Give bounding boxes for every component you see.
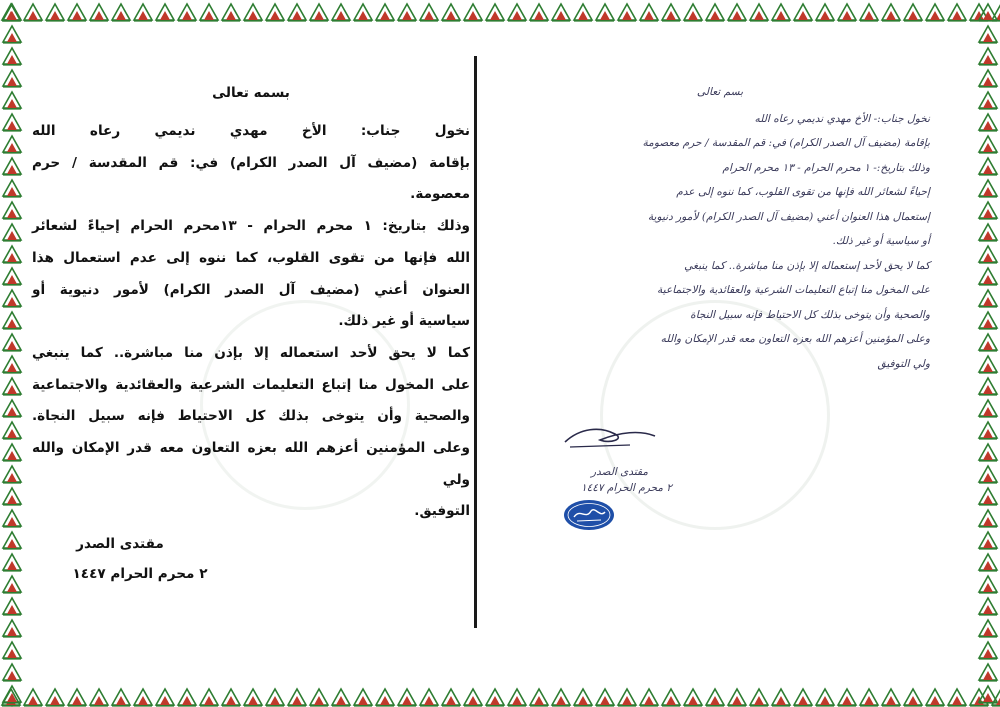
border-ornament-icon <box>528 0 550 22</box>
handwritten-signature-date: ٢ محرم الحرام ١٤٤٧ <box>580 482 672 494</box>
border-ornament-icon <box>0 528 24 550</box>
border-ornament-icon <box>726 685 748 707</box>
border-ornament-icon <box>242 685 264 707</box>
border-ornament-icon <box>976 638 1000 660</box>
border-ornament-icon <box>924 0 946 22</box>
border-ornament-icon <box>0 198 24 220</box>
decorative-border-right <box>976 0 1000 707</box>
handwritten-signature-scribble <box>560 420 660 450</box>
border-ornament-icon <box>976 0 1000 22</box>
border-ornament-icon <box>418 0 440 22</box>
signature-name: مقتدى الصدر <box>76 536 164 552</box>
border-ornament-icon <box>0 88 24 110</box>
border-ornament-icon <box>836 0 858 22</box>
border-ornament-icon <box>66 685 88 707</box>
border-ornament-icon <box>976 286 1000 308</box>
border-ornament-icon <box>814 0 836 22</box>
border-ornament-icon <box>976 506 1000 528</box>
letter-line: والصحية وأن يتوخى بذلك كل الاحتياط فإنه سبيل النجاة. <box>32 408 470 425</box>
border-ornament-icon <box>976 44 1000 66</box>
border-ornament-icon <box>946 685 968 707</box>
border-ornament-icon <box>176 685 198 707</box>
border-ornament-icon <box>572 0 594 22</box>
border-ornament-icon <box>396 0 418 22</box>
handwritten-line: والصحية وأن يتوخى بذلك كل الاحتياط فإنه سبيل النجاة <box>690 308 930 321</box>
border-ornament-icon <box>0 330 24 352</box>
border-ornament-icon <box>484 0 506 22</box>
letter-line: وعلى المؤمنين أعزهم الله بعزه التعاون معه قدر الإمكان والله ولي <box>32 440 470 488</box>
border-ornament-icon <box>0 396 24 418</box>
border-ornament-icon <box>976 660 1000 682</box>
border-ornament-icon <box>0 220 24 242</box>
letter-line: كما لا يحق لأحد استعماله إلا بإذن منا مباشرة.. كما ينبغي <box>32 344 470 361</box>
border-ornament-icon <box>0 682 24 704</box>
border-ornament-icon <box>0 176 24 198</box>
border-ornament-icon <box>0 308 24 330</box>
border-ornament-icon <box>976 374 1000 396</box>
border-ornament-icon <box>0 242 24 264</box>
border-ornament-icon <box>110 685 132 707</box>
border-ornament-icon <box>880 685 902 707</box>
border-ornament-icon <box>462 0 484 22</box>
border-ornament-icon <box>132 685 154 707</box>
border-ornament-icon <box>946 0 968 22</box>
border-ornament-icon <box>976 110 1000 132</box>
border-ornament-icon <box>704 0 726 22</box>
border-ornament-icon <box>66 0 88 22</box>
border-ornament-icon <box>198 685 220 707</box>
border-ornament-icon <box>616 685 638 707</box>
border-ornament-icon <box>814 685 836 707</box>
handwritten-line: بإقامة (مضيف آل الصدر الكرام) في: قم المقدسة / حرم معصومة <box>642 137 930 149</box>
border-ornament-icon <box>0 132 24 154</box>
border-ornament-icon <box>638 0 660 22</box>
border-ornament-icon <box>110 0 132 22</box>
handwritten-line: وعلى المؤمنين أعزهم الله بعزه التعاون معه قدر الإمكان والله <box>660 333 930 345</box>
handwritten-letter <box>510 80 930 376</box>
border-ornament-icon <box>0 594 24 616</box>
border-ornament-icon <box>528 685 550 707</box>
border-ornament-icon <box>330 0 352 22</box>
border-ornament-icon <box>976 550 1000 572</box>
decorative-border-bottom <box>0 685 1000 707</box>
border-ornament-icon <box>660 0 682 22</box>
border-ornament-icon <box>976 396 1000 418</box>
border-ornament-icon <box>506 0 528 22</box>
handwritten-line: أو سياسية أو غير ذلك. <box>832 235 930 247</box>
border-ornament-icon <box>484 685 506 707</box>
decorative-border-left <box>0 0 24 707</box>
border-ornament-icon <box>0 572 24 594</box>
border-ornament-icon <box>976 220 1000 242</box>
border-ornament-icon <box>286 0 308 22</box>
border-ornament-icon <box>976 66 1000 88</box>
border-ornament-icon <box>976 440 1000 462</box>
border-ornament-icon <box>440 0 462 22</box>
border-ornament-icon <box>858 685 880 707</box>
border-ornament-icon <box>594 0 616 22</box>
border-ornament-icon <box>0 616 24 638</box>
letter-title: بسمه تعالى <box>212 85 290 101</box>
border-ornament-icon <box>308 685 330 707</box>
border-ornament-icon <box>792 0 814 22</box>
letter-line: وذلك بتاريخ: ١ محرم الحرام - ١٣محرم الحرام إحياءً لشعائر <box>32 218 470 235</box>
border-ornament-icon <box>0 44 24 66</box>
border-ornament-icon <box>976 330 1000 352</box>
border-ornament-icon <box>976 154 1000 176</box>
border-ornament-icon <box>0 418 24 440</box>
border-ornament-icon <box>550 0 572 22</box>
border-ornament-icon <box>0 440 24 462</box>
border-ornament-icon <box>0 462 24 484</box>
typed-letter <box>32 82 470 528</box>
border-ornament-icon <box>770 685 792 707</box>
border-ornament-icon <box>44 0 66 22</box>
border-ornament-icon <box>682 685 704 707</box>
border-ornament-icon <box>976 594 1000 616</box>
handwritten-line: كما لا يحق لأحد إستعماله إلا بإذن منا مباشرة.. كما ينبغي <box>684 259 930 272</box>
border-ornament-icon <box>88 0 110 22</box>
border-ornament-icon <box>550 685 572 707</box>
border-ornament-icon <box>748 0 770 22</box>
handwritten-line: إستعمال هذا العنوان أعني (مضيف آل الصدر الكرام) لأمور دنيوية <box>647 210 930 223</box>
border-ornament-icon <box>0 286 24 308</box>
border-ornament-icon <box>440 685 462 707</box>
border-ornament-icon <box>220 0 242 22</box>
border-ornament-icon <box>0 0 24 22</box>
border-ornament-icon <box>352 685 374 707</box>
border-ornament-icon <box>976 418 1000 440</box>
border-ornament-icon <box>792 685 814 707</box>
border-ornament-icon <box>976 616 1000 638</box>
border-ornament-icon <box>374 0 396 22</box>
letter-line: سياسية أو غير ذلك. <box>338 313 470 330</box>
border-ornament-icon <box>976 22 1000 44</box>
letter-line: بإقامة (مضيف آل الصدر الكرام) في: قم المقدسة / حرم معصومة. <box>32 154 470 203</box>
handwritten-line: نخول جناب:- الأخ مهدي نديمي رعاه الله <box>754 112 930 125</box>
signature-date: ٢ محرم الحرام ١٤٤٧ <box>72 566 208 582</box>
decorative-border-top <box>0 0 1000 22</box>
border-ornament-icon <box>976 176 1000 198</box>
border-ornament-icon <box>264 0 286 22</box>
letter-line: نخول جناب: الأخ مهدي نديمي رعاه الله <box>32 123 470 139</box>
border-ornament-icon <box>0 374 24 396</box>
border-ornament-icon <box>0 506 24 528</box>
border-ornament-icon <box>976 198 1000 220</box>
border-ornament-icon <box>770 0 792 22</box>
border-ornament-icon <box>396 685 418 707</box>
border-ornament-icon <box>352 0 374 22</box>
border-ornament-icon <box>44 685 66 707</box>
border-ornament-icon <box>880 0 902 22</box>
border-ornament-icon <box>976 308 1000 330</box>
border-ornament-icon <box>924 685 946 707</box>
border-ornament-icon <box>976 132 1000 154</box>
border-ornament-icon <box>308 0 330 22</box>
border-ornament-icon <box>154 0 176 22</box>
border-ornament-icon <box>418 685 440 707</box>
border-ornament-icon <box>506 685 528 707</box>
border-ornament-icon <box>220 685 242 707</box>
border-ornament-icon <box>374 685 396 707</box>
border-ornament-icon <box>462 685 484 707</box>
handwritten-line: ولي التوفيق <box>877 357 930 370</box>
border-ornament-icon <box>22 685 44 707</box>
border-ornament-icon <box>0 264 24 286</box>
border-ornament-icon <box>286 685 308 707</box>
column-divider <box>474 56 477 628</box>
border-ornament-icon <box>88 685 110 707</box>
handwritten-line: على المخول منا إتباع التعليمات الشرعية والعقائدية والاجتماعية <box>657 284 930 296</box>
border-ornament-icon <box>976 88 1000 110</box>
letter-line: الله فإنها من تقوى القلوب، كما ننوه إلى عدم استعمال هذا <box>32 249 470 266</box>
border-ornament-icon <box>976 462 1000 484</box>
letter-line: على المخول منا إتباع التعليمات الشرعية والعقائدية والاجتماعية <box>32 376 470 393</box>
border-ornament-icon <box>976 484 1000 506</box>
border-ornament-icon <box>198 0 220 22</box>
border-ornament-icon <box>726 0 748 22</box>
signature-seal-stamp <box>562 498 616 532</box>
border-ornament-icon <box>0 110 24 132</box>
border-ornament-icon <box>594 685 616 707</box>
border-ornament-icon <box>976 242 1000 264</box>
border-ornament-icon <box>976 264 1000 286</box>
border-ornament-icon <box>836 685 858 707</box>
border-ornament-icon <box>22 0 44 22</box>
border-ornament-icon <box>0 66 24 88</box>
handwritten-line: وذلك بتاريخ:- ١ محرم الحرام - ١٣ محرم الحرام <box>722 161 930 174</box>
border-ornament-icon <box>0 352 24 374</box>
border-ornament-icon <box>638 685 660 707</box>
border-ornament-icon <box>902 0 924 22</box>
border-ornament-icon <box>682 0 704 22</box>
border-ornament-icon <box>330 685 352 707</box>
letter-line: العنوان أعني (مضيف آل الصدر الكرام) لأمور دنيوية أو <box>32 281 470 298</box>
border-ornament-icon <box>154 685 176 707</box>
border-ornament-icon <box>0 638 24 660</box>
handwritten-title: بسم تعالى <box>696 86 744 98</box>
border-ornament-icon <box>0 550 24 572</box>
border-ornament-icon <box>132 0 154 22</box>
border-ornament-icon <box>616 0 638 22</box>
border-ornament-icon <box>0 22 24 44</box>
border-ornament-icon <box>264 685 286 707</box>
border-ornament-icon <box>976 528 1000 550</box>
border-ornament-icon <box>242 0 264 22</box>
border-ornament-icon <box>0 154 24 176</box>
border-ornament-icon <box>976 572 1000 594</box>
letter-line: التوفيق. <box>414 503 470 520</box>
border-ornament-icon <box>704 685 726 707</box>
handwritten-line: إحياءً لشعائر الله فإنها من تقوى القلوب، كما ننوه إلى عدم <box>676 186 930 198</box>
border-ornament-icon <box>176 0 198 22</box>
border-ornament-icon <box>748 685 770 707</box>
border-ornament-icon <box>0 484 24 506</box>
border-ornament-icon <box>976 682 1000 704</box>
handwritten-signature-name: مقتدى الصدر <box>591 466 648 478</box>
border-ornament-icon <box>0 660 24 682</box>
border-ornament-icon <box>858 0 880 22</box>
border-ornament-icon <box>660 685 682 707</box>
border-ornament-icon <box>572 685 594 707</box>
border-ornament-icon <box>976 352 1000 374</box>
border-ornament-icon <box>902 685 924 707</box>
